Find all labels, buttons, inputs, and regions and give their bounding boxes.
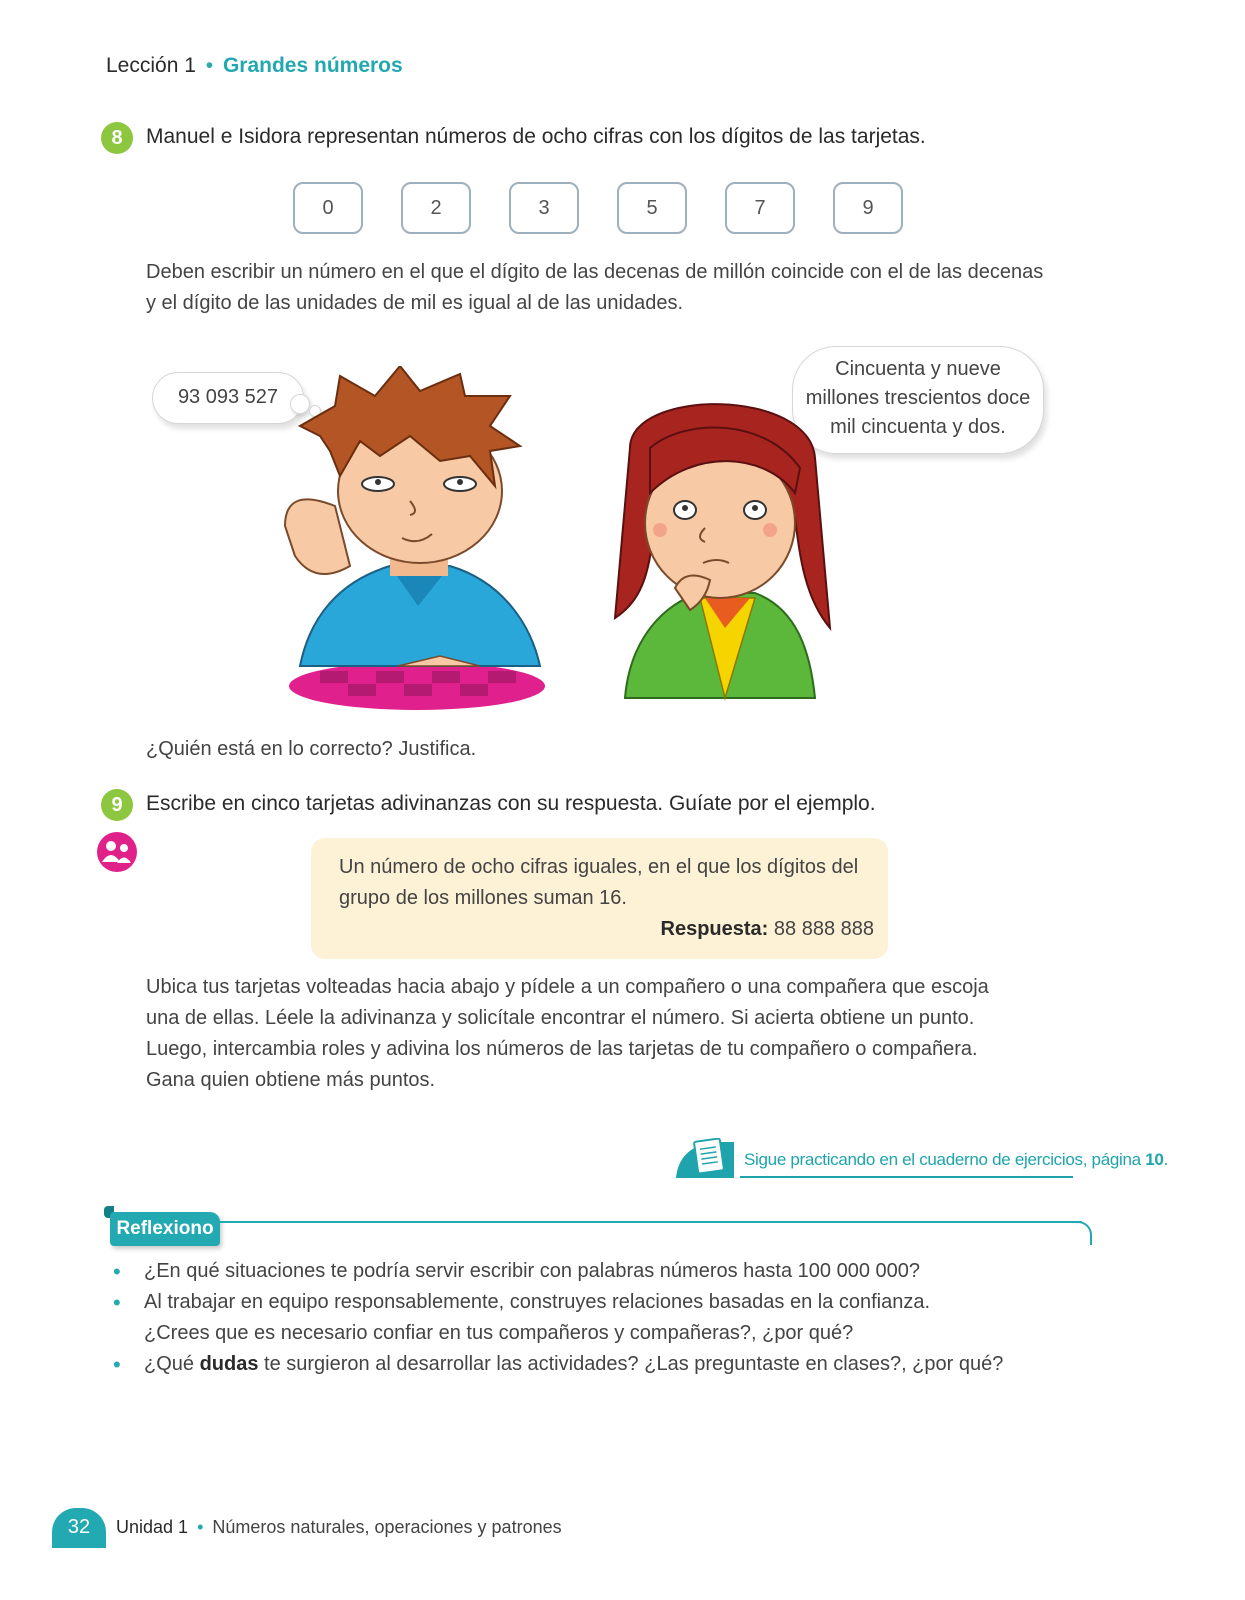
activity-8-badge: 8: [101, 122, 133, 154]
answer-label: Respuesta:: [660, 918, 769, 940]
instruction-line: Deben escribir un número en el que el dígito de las decenas de millón coincide con el de las decenas: [146, 261, 1044, 283]
digit-card: 7: [725, 182, 795, 234]
activity-8-instruction: [146, 257, 1106, 319]
instruction-line: y el dígito de las unidades de mil es igual al de las unidades.: [146, 292, 684, 314]
page-number: 32: [52, 1508, 106, 1548]
lesson-header: [106, 54, 403, 78]
riddle-line: Un número de ocho cifras iguales, en el que los dígitos del: [339, 856, 859, 878]
digit-card: 9: [833, 182, 903, 234]
instruction-line: Luego, intercambia roles y adivina los números de las tarjetas de tu compañero o compañera.: [146, 1038, 978, 1060]
workbook-page: 10: [1145, 1150, 1164, 1169]
activity-9-instructions: [146, 972, 1106, 1096]
bubble-line: Cincuenta y nueve: [835, 358, 1001, 380]
workbook-underline: [740, 1176, 1073, 1178]
activity-8-title: Manuel e Isidora representan números de ocho cifras con los dígitos de las tarjetas.: [146, 125, 926, 148]
workbook-period: .: [1163, 1150, 1168, 1169]
reflexiono-item: [113, 1256, 1073, 1287]
footer-unit: [116, 1517, 562, 1538]
digit-cards: [293, 182, 903, 234]
teamwork-icon: [97, 832, 137, 872]
activity-9-title: Escribe en cinco tarjetas adivinanzas con su respuesta. Guíate por el ejemplo.: [146, 792, 876, 815]
unit-title: Números naturales, operaciones y patrones: [212, 1517, 562, 1537]
reflexiono-text: ¿Crees que es necesario confiar en tus compañeros y compañeras?, ¿por qué?: [144, 1322, 854, 1344]
reflexiono-rule-corner: [1076, 1221, 1092, 1245]
bubble-line: mil cincuenta y dos.: [830, 416, 1006, 438]
riddle-example-card: [311, 838, 888, 959]
reflexiono-rule: [218, 1221, 1082, 1223]
reflexiono-text: ¿En qué situaciones te podría servir escribir con palabras números hasta 100 000 000?: [144, 1260, 921, 1282]
bubble-line: millones trescientos doce: [805, 387, 1031, 409]
reflexiono-item: [113, 1287, 1073, 1349]
instruction-line: Ubica tus tarjetas volteadas hacia abajo y pídele a un compañero o una compañera que escoja: [146, 976, 989, 998]
reflexiono-tab: Reflexiono: [110, 1212, 220, 1246]
lesson-topic: Grandes números: [222, 54, 403, 77]
digit-card: 3: [509, 182, 579, 234]
isidora-illustration: [605, 398, 845, 706]
digit-card: 2: [401, 182, 471, 234]
workbook-text: Sigue practicando en el cuaderno de ejercicios, página: [744, 1150, 1141, 1169]
notebook-icon: [676, 1138, 738, 1180]
instruction-line: una de ellas. Léele la adivinanza y solicítale encontrar el número. Si acierta obtiene un punto.: [146, 1007, 975, 1029]
digit-card: 5: [617, 182, 687, 234]
header-separator: •: [205, 54, 214, 77]
reflexiono-keyword: dudas: [199, 1353, 259, 1375]
reflexiono-text: • Al trabajar en equipo responsablemente, construyes relaciones basadas en la confianza.: [144, 1291, 931, 1313]
riddle-answer: [339, 914, 874, 945]
manuel-illustration: [280, 366, 560, 714]
activity-8-question: ¿Quién está en lo correcto? Justifica.: [146, 738, 477, 760]
reflexiono-text: ¿Qué: [144, 1353, 200, 1375]
unit-label: Unidad 1: [116, 1517, 189, 1537]
workbook-link[interactable]: [744, 1150, 1168, 1170]
reflexiono-text: te surgieron al desarrollar las actividades? ¿Las preguntaste en clases?, ¿por qué?: [258, 1353, 1004, 1375]
footer-separator: •: [197, 1517, 204, 1537]
instruction-line: Gana quien obtiene más puntos.: [146, 1069, 436, 1091]
reflexiono-item: [113, 1349, 1073, 1380]
answer-value: 88 888 888: [773, 918, 874, 940]
reflexiono-list: [113, 1256, 1073, 1380]
riddle-line: grupo de los millones suman 16.: [339, 887, 627, 909]
lesson-label: Lección 1: [106, 54, 196, 77]
activity-9-badge: 9: [101, 789, 133, 821]
manuel-thought-bubble: 93 093 527: [152, 372, 304, 424]
digit-card: 0: [293, 182, 363, 234]
